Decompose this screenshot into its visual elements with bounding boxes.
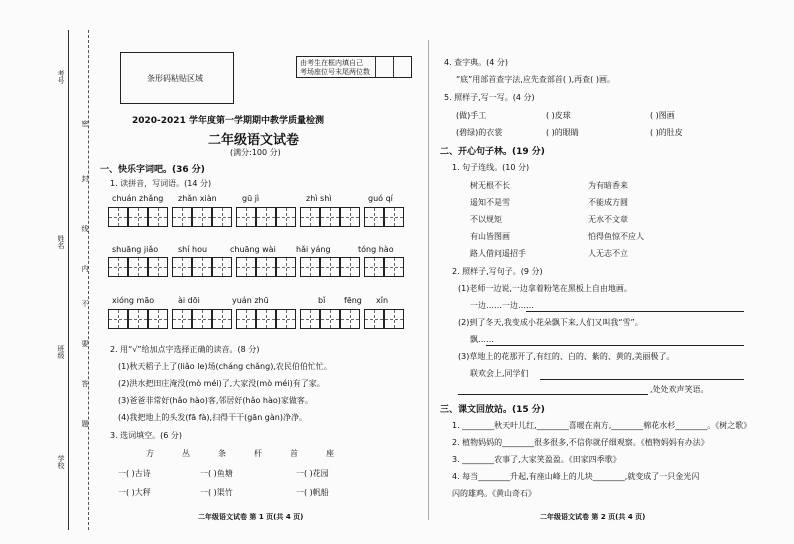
school-label: 学校 bbox=[57, 455, 65, 469]
answer-line[interactable] bbox=[526, 311, 744, 312]
exam-paper: 考号 姓名 班级 学校 密 封 线 内 不 要 答 题 条形码粘贴区域 由考生在框内填自己 考场座位号末尾两位数 2020-2021 学年度第一学期期中教学质量检测 二年级语文试卷 (满分:100 分) 一、快乐字词吧。(36 分) 1. 读拼音，写词语。(14 分) chuán zhǎng zhǎn xiàn gū jì zhì shì guó qí shuāng jiǎo shí hou chuāng wài hǎi yáng tóng hào xióng māo ài dōi yuán zhū bǐ fēng xǐn 2. 用“√”给加点字选择正确的读音。(8 分) (1)秋天稻子上了(liǎo le)场(cháng chǎng),农民伯伯忙忙。 (2)洪水把田庄淹没(mò méi)了,大家没(mò méi)有了家。 (3)爸爸非常好(hǎo hào)客,邻居好(hǎo hào)家做客。 (4)我把地上的头发(fā fà),扫得干干(gān gàn)净净。 3. 选词填空。(6 分) 方 丛 条 杆 首 座 一( )古诗 一( )鱼塘 一( )花园 一( )大秤 一( )渠竹 一( )帆船 二年级语文试卷 第 1 页(共 4 页) 4. 查字典。(4 分) “底”用部首查字法,应先查部首( ),再查( )画。 5. 照样子,写一写。(4 分) (做)手工 ( )皮球 ( )图画 (碧绿)的衣裳 ( )的眼睛 ( )的肚皮 二、开心句子林。(19 分) 1. 句子连线。(10 分) 树无根不长 遥知不是雪 不以规矩 有山皆图画 路人借问遥招手 为有暗香来 不能成方圆 无水不文章 怕得鱼惊不应人 人无志不立 2. 照样子,写句子。(9 分) (1)老师一边说,一边拿着粉笔在黑板上自由地画。 一边……一边…… (2)到了冬天,我变成小花朵飘下来,人们又叫我“雪”。 飘…… (3)草地上的花那开了,有红的、白的、紫的、黄的,美丽极了。 联欢会上,同学们 ,处处欢声笑语。 三、课文回放站。(15 分) 1. ________秋天叶儿红,________喜暖在南方,________棉花水杉________。《树之歌》 2. 植物妈妈的________很多很多,不信你就仔细观察。《植物妈妈有办法》 3. ________农事了,大家笑盈盈。《田家四季歌》 4. 每当________升起,有座山峰上的儿块________,就变成了一只金光闪 闪的雄鸡。《黄山奇石》 二年级语文试卷 第 2 页(共 4 页) bbox=[0, 0, 794, 544]
seat-number-box[interactable]: 由考生在框内填自己 考场座位号末尾两位数 bbox=[296, 56, 412, 78]
q1-title: 1. 读拼音，写词语。(14 分) bbox=[110, 179, 212, 188]
seal-dash-line bbox=[88, 30, 89, 530]
q5-title: 5. 照样子,写一写。(4 分) bbox=[444, 93, 535, 102]
class-label: 班级 bbox=[57, 345, 65, 359]
column-divider bbox=[428, 40, 429, 520]
section-1-title: 一、快乐字词吧。(36 分) bbox=[100, 165, 205, 175]
answer-line[interactable] bbox=[540, 379, 744, 380]
writing-grid-row[interactable] bbox=[108, 257, 404, 277]
seal-char: 线 bbox=[81, 225, 89, 232]
section-2-title: 二、开心句子林。(19 分) bbox=[440, 147, 545, 157]
exam-no-label: 考号 bbox=[57, 70, 65, 84]
q2-title: 2. 用“√”给加点字选择正确的读音。(8 分) bbox=[110, 345, 260, 354]
seal-char: 封 bbox=[81, 175, 89, 182]
seal-line bbox=[68, 30, 69, 530]
answer-line[interactable] bbox=[458, 394, 648, 395]
seal-char: 内 bbox=[81, 265, 89, 272]
q4-title: 4. 查字典。(4 分) bbox=[444, 58, 509, 67]
barcode-area: 条形码粘贴区域 bbox=[120, 52, 234, 104]
writing-grid-row[interactable] bbox=[108, 207, 404, 227]
seal-char: 题 bbox=[81, 420, 89, 427]
seal-char: 答 bbox=[81, 380, 89, 387]
s2-q1-title: 1. 句子连线。(10 分) bbox=[452, 163, 530, 172]
writing-grid-row[interactable] bbox=[108, 309, 404, 329]
seal-char: 不 bbox=[81, 300, 89, 307]
s2-q2-title: 2. 照样子,写句子。(9 分) bbox=[452, 267, 543, 276]
score-label: (满分:100 分) bbox=[230, 148, 281, 157]
seal-char: 要 bbox=[81, 340, 89, 347]
seal-char: 密 bbox=[81, 120, 89, 127]
page-footer-left: 二年级语文试卷 第 1 页(共 4 页) bbox=[198, 513, 304, 521]
section-3-title: 三、课文回放站。(15 分) bbox=[440, 405, 545, 415]
paper-title: 二年级语文试卷 bbox=[208, 133, 300, 148]
name-label: 姓名 bbox=[57, 235, 65, 249]
page-footer-right: 二年级语文试卷 第 2 页(共 4 页) bbox=[540, 513, 646, 521]
q3-title: 3. 选词填空。(6 分) bbox=[110, 431, 183, 440]
exam-title: 2020-2021 学年度第一学期期中教学质量检测 bbox=[132, 116, 324, 126]
answer-line[interactable] bbox=[486, 345, 744, 346]
